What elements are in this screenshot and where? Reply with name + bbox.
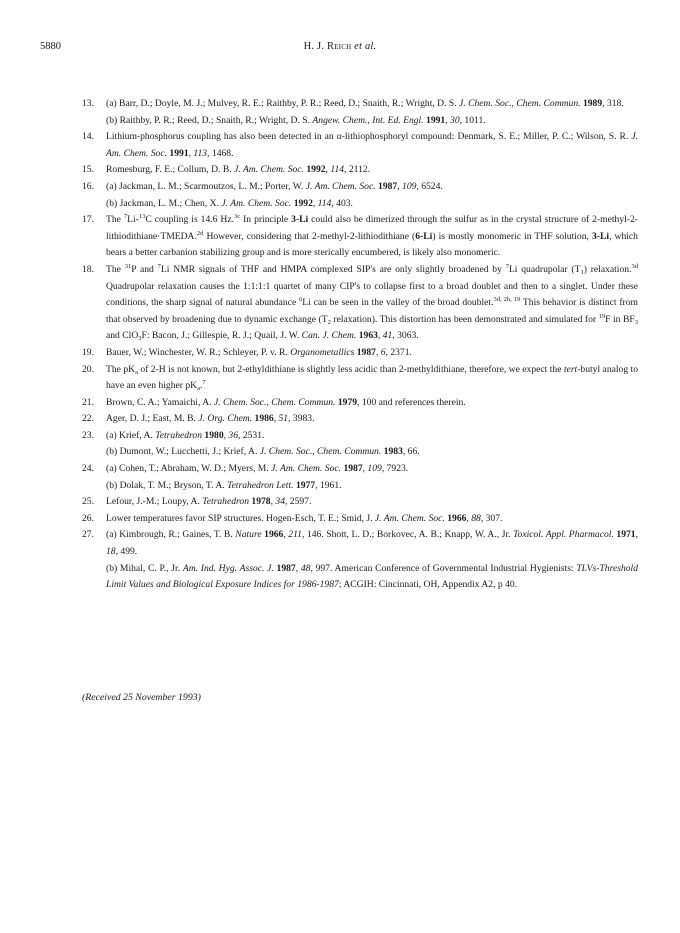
reference-item <box>82 162 638 179</box>
reference-item <box>82 395 638 412</box>
reference-number: 25. <box>82 496 94 508</box>
reference-body <box>106 527 638 593</box>
received-date <box>82 692 201 703</box>
reference-text: Romesburg, F. E.; Collum, D. B. J. Am. Chem. Soc. 1992, 114, 2112. <box>106 164 371 176</box>
reference-text: Lefour, J.-M.; Loupy, A. Tetrahedron 1978, 34, 2597. <box>106 496 312 508</box>
reference-number: 17. <box>82 214 94 226</box>
reference-number: 23. <box>82 429 94 441</box>
received-text: (Received 25 November 1993) <box>82 692 201 703</box>
reference-body <box>106 511 638 528</box>
reference-body <box>106 411 638 428</box>
reference-body <box>106 96 638 129</box>
reference-number: 24. <box>82 463 94 475</box>
reference-body <box>106 162 638 179</box>
reference-body <box>106 461 638 494</box>
reference-item <box>82 362 638 395</box>
reference-body <box>106 494 638 511</box>
page-header <box>40 41 640 57</box>
reference-text: (b) Jackman, L. M.; Chen, X. J. Am. Chem. Soc. 1992, 114, 403. <box>106 197 353 209</box>
running-head-etal: et al. <box>354 41 377 52</box>
running-head-authors: H. J. Reich <box>303 41 355 52</box>
reference-body <box>106 345 638 362</box>
reference-number: 19. <box>82 346 94 358</box>
reference-item <box>82 494 638 511</box>
reference-text: The $^{31}$P and $^7$Li NMR signals of THF and HMPA complexed SIP's are only slightly broadened by $^7$Li quadrupolar $(T_1)$ relaxation.$^{3d}$ Quadrupolar relaxation causes the 1:1:1:1 quartet of many CIP's to collapse first to a broad doublet and then to a singlet. Under these conditions, the sharp signal of natural abundance $^6$Li can be seen in the valley of the broad doublet.$^{3d, 2h, 19}$ This behavior is distinct from that observed by broadening due to dynamic exchange ($T_2$ relaxation). This distortion has been demonstrated and simulated for $^{19}$F in $BF_3$ and ClO$_3$F: Bacon, J.; Gillespie, R. J.; Quail, J. W. Can. J. Chem. 1963, 41, 3063. <box>106 262 639 343</box>
reference-body <box>106 428 638 461</box>
reference-text: (a) Cohen, T.; Abraham, W. D.; Myers, M. J. Am. Chem. Soc. 1987, 109, 7923. <box>106 463 409 475</box>
reference-number: 21. <box>82 396 94 408</box>
reference-item <box>82 262 638 345</box>
reference-item <box>82 428 638 461</box>
reference-item <box>82 179 638 212</box>
reference-item <box>82 511 638 528</box>
reference-body <box>106 362 638 395</box>
reference-item <box>82 345 638 362</box>
reference-number: 15. <box>82 164 94 176</box>
reference-number: 16. <box>82 180 94 192</box>
reference-number: 20. <box>82 363 94 375</box>
reference-text: (a) Barr, D.; Doyle, M. J.; Mulvey, R. E.; Raithby, P. R.; Reed, D.; Snaith, R.; Wright, D. S. J. Chem. Soc., Chem. Commun. 1989, 318. <box>106 98 624 109</box>
reference-item <box>82 411 638 428</box>
reference-text: (b) Dolak, T. M.; Bryson, T. A. Tetrahedron Lett. 1977, 1961. <box>106 479 342 491</box>
reference-item <box>82 461 638 494</box>
reference-text: Bauer, W.; Winchester, W. R.; Schleyer, P. v. R. Organometallics 1987, 6, 2371. <box>106 346 412 358</box>
reference-body <box>106 212 638 262</box>
page-number: 5880 <box>40 41 61 52</box>
reference-text: (a) Kimbrough, R.; Gaines, T. B. Nature 1966, 211, 146. Shott, L. D.; Borkovec, A. B.; Knapp, W. A., Jr. Toxicol. Appl. Pharmacol. 1971, 18, 499. <box>106 529 638 558</box>
reference-body <box>106 262 638 345</box>
reference-text: (b) Raithby, P. R.; Reed, D.; Snaith, R.; Wright, D. S. Angew. Chem., Int. Ed. Engl. 1991, 30, 1011. <box>106 114 486 126</box>
reference-text: Brown, C. A.; Yamaichi, A. J. Chem. Soc., Chem. Commun. 1979, 100 and references therein. <box>106 396 466 408</box>
reference-item <box>82 527 638 593</box>
reference-text: Ager, D. J.; East, M. B. J. Org. Chem. 1986, 51, 3983. <box>106 413 315 425</box>
reference-text: Lower temperatures favor SIP structures. Hogen-Esch, T. E.; Smid, J. J. Am. Chem. Soc. 1966, 88, 307. <box>106 512 503 524</box>
reference-item <box>82 96 638 129</box>
reference-body <box>106 129 638 162</box>
reference-number: 26. <box>82 512 94 524</box>
reference-text: Lithium-phosphorus coupling has also been detected in an α-lithiophosphoryl compound: Denmark, S. E.; Miller, P. C.; Wilson, S. R. J. Am. Chem. Soc. 1991, 113, 1468. <box>106 131 638 159</box>
reference-number: 18. <box>82 263 94 275</box>
reference-number: 13. <box>82 98 94 109</box>
reference-item <box>82 212 638 262</box>
reference-text: (a) Krief, A. Tetrahedron 1980, 36, 2531. <box>106 429 265 441</box>
reference-number: 14. <box>82 131 94 143</box>
reference-text: (b) Mihal, C. P., Jr. Am. Ind. Hyg. Assoc. J. 1987, 48, 997. American Conference of Governmental Industrial Hygienists: TLVs-Threshold Limit Values and Biological Exposure Indices for 1986-1987; ACGIH: Cincinnati, OH, Appendix A2, p 40. <box>106 562 638 591</box>
reference-body <box>106 395 638 412</box>
running-head <box>40 41 640 52</box>
reference-text: The $^7$Li-$^{13}$C coupling is 14.6 Hz.$^{3c}$ In principle 3-Li could also be dimerized through the sulfur as in the crystal structure of 2-methyl-2-lithiodithiane·TMEDA.$^{2d}$ However, considering that 2-methyl-2-lithiodithiane (6-Li) is mostly monomeric in THF solution, 3-Li, which bears a better carbanion stabilizing group and is more sterically encumbered, is likely also monomeric. <box>106 213 638 259</box>
reference-text: The $pK_a$ of 2-H is not known, but 2-ethyldithiane is slightly less acidic than 2-methyldithiane, therefore, we expect the tert-butyl analog to have an even higher $pK_a.^7$ <box>106 363 639 393</box>
reference-number: 22. <box>82 413 94 425</box>
reference-text: (b) Dumont, W.; Lucchetti, J.; Krief, A. J. Chem. Soc., Chem. Commun. 1983, 66. <box>106 446 420 458</box>
reference-item <box>82 129 638 162</box>
reference-list <box>82 96 638 594</box>
reference-number: 27. <box>82 529 94 541</box>
reference-body <box>106 179 638 212</box>
reference-text: (a) Jackman, L. M.; Scarmoutzos, L. M.; Porter, W. J. Am. Chem. Soc. 1987, 109, 6524. <box>106 180 443 192</box>
